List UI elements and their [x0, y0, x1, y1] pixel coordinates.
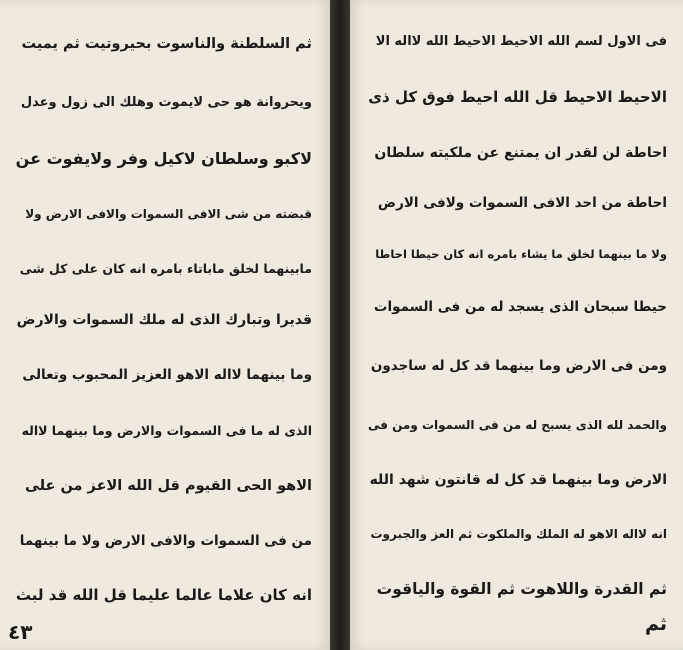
right-line-1: فى الاول لسم الله الاحيط الاحيط الله لااله الا [375, 34, 667, 49]
left-line-6: قديرا وتبارك الذى له ملك السموات والارض [16, 312, 312, 328]
right-line-5: ولا ما بينهما لخلق ما يشاء بامره انه كان حيطا احاطا [375, 247, 667, 261]
right-line-10: انه لااله الاهو له الملك والملكوت ثم العز والجبروت [370, 527, 667, 541]
right-line-9: الارض وما بينهما قد كل له قانتون شهد الله [369, 472, 667, 488]
left-line-10: من فى السموات والافى الارض ولا ما بينهما [19, 533, 312, 549]
left-line-11: انه كان علاما عالما عليما قل الله قد لبث [15, 586, 312, 604]
right-line-3: احاطة لن لقدر ان يمتنع عن ملكيته سلطان [374, 145, 667, 161]
right-page [350, 0, 683, 650]
right-line-7: ومن فى الارض وما بينهما قد كل له ساجدون [370, 358, 667, 374]
left-page [0, 0, 330, 650]
left-line-4: قبضته من شى الافى السموات والافى الارض ولا [25, 207, 312, 221]
right-line-2: الاحيط الاحيط قل الله احيط فوق كل ذى [368, 88, 667, 106]
book-gutter [330, 0, 350, 650]
right-line-6: حيطا سبحان الذى يسجد له من فى السموات [373, 299, 667, 315]
right-line-12: ثم [644, 613, 667, 635]
left-line-2: ويحروانة هو حى لايموت وهلك الى زول وعدل [20, 95, 312, 110]
left-line-5: مابينهما لخلق ماباتاء بامره انه كان على كل شى [19, 261, 312, 276]
right-line-11: ثم القدرة واللاهوت ثم القوة والياقوت [376, 580, 667, 598]
left-line-8: الذى له ما فى السموات والارض وما بينهما لااله [21, 423, 312, 438]
right-line-8: والحمد لله الذى يسبح له من فى السموات ومن فى [367, 418, 667, 432]
left-line-1: ثم السلطنة والناسوت بحيروتيت ثم يميت [21, 36, 312, 52]
right-line-4: احاطة من احد الافى السموات ولافى الارض [377, 195, 667, 211]
left-line-3: لاكبو وسلطان لاكيل وفر ولايفوت عن [15, 149, 312, 168]
left-line-7: وما بينهما لااله الاهو العزيز المحبوب وتعالى [22, 367, 312, 383]
page-number: ٤٣ [8, 620, 33, 644]
left-line-9: الاهو الحى القيوم قل الله الاعز من على [24, 478, 312, 494]
